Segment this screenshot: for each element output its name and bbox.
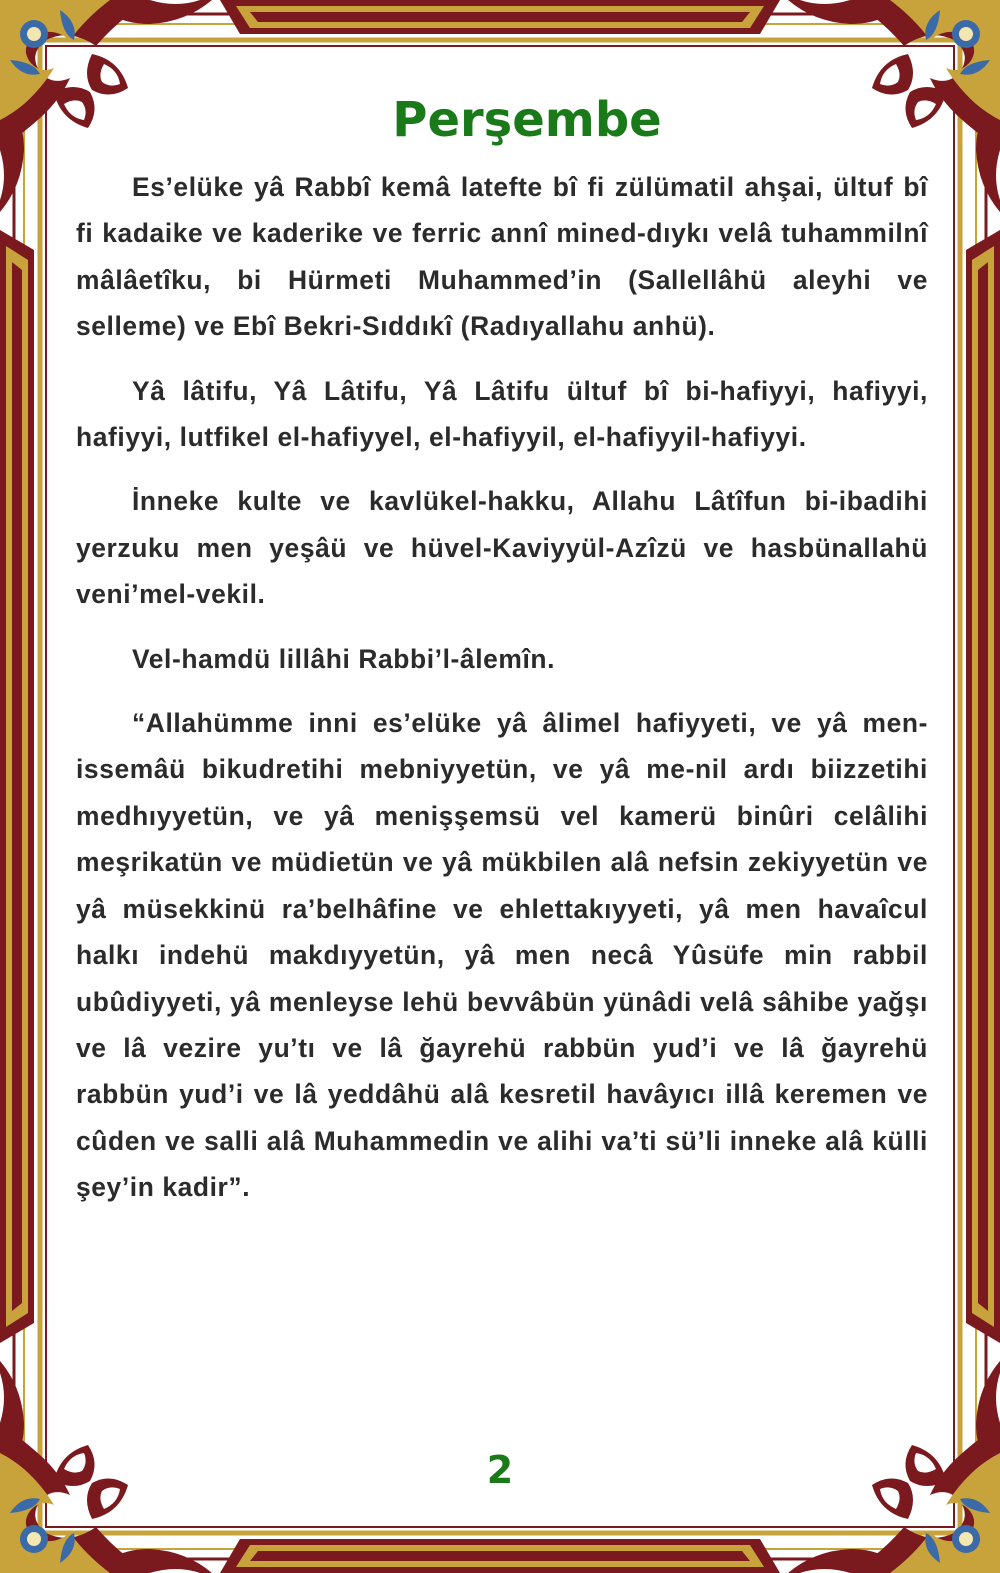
paragraph-2: Yâ lâtifu, Yâ Lâtifu, Yâ Lâtifu ültuf bî bi-hafiyyi, hafiyyi, hafiyyi, lutfikel el-hafiyyel, el-hafiyyil, el-hafiyyil-hafiyyi.: [76, 375, 928, 453]
paragraph-1: Es’elüke yâ Rabbî kemâ latefte bî fi zülümatil ahşai, ültuf bî fi kadaike ve kaderike ve ferric annî mined-dıykı velâ tuhammilnî mâlâetîku, bi Hürmeti Muhammed’in (Sallellâhü aleyhi ve selleme) ve Ebî Bekri-Sıddıkî (Radıyallahu anhü).: [76, 172, 928, 342]
page-number: 2: [486, 1448, 514, 1492]
page-title: Perşembe: [392, 92, 662, 148]
paragraph-3: İnneke kulte ve kavlükel-hakku, Allahu Lâtîfun bi-ibadihi yerzuku men yeşâü ve hüvel-Kaviyyül-Azîzü ve hasbünallahü veni’mel-vekil.: [76, 486, 928, 610]
paragraph-5: “Allahümme inni es’elüke yâ âlimel hafiyyeti, ve yâ men-issemâü bikudretihi mebniyyetün, ve yâ me-nil ardı biizzetihi medhıyyetün, ve yâ menişşemsü vel kamerü binûri celâlihi meşrikatün ve müdietün ve yâ mükbilen alâ nefsin zekiyyetün ve yâ müsekkinü ra’belhâfine ve ehlettakıyyeti, yâ men havaîcul halkı indehü makdıyyetün, yâ men necâ Yûsüfe min rabbil ubûdiyyeti, yâ menleyse lehü bevvâbün yünâdi velâ sâhibe yağşı ve lâ vezire yu’tı ve lâ ğayrehü rabbün yud’i ve lâ ğayrehü rabbün yud’i ve lâ yeddâhü alâ kesretil havâyıcı illâ keremen ve cûden ve salli alâ Muhammedin ve alihi va’ti sü’li inneke alâ külli şey’in kadir”.: [76, 708, 928, 1203]
ornament-bar-icon: [220, 0, 780, 34]
paragraph-4: Vel-hamdü lillâhi Rabbi’l-âlemîn.: [132, 643, 556, 674]
page-content: [76, 80, 928, 1400]
